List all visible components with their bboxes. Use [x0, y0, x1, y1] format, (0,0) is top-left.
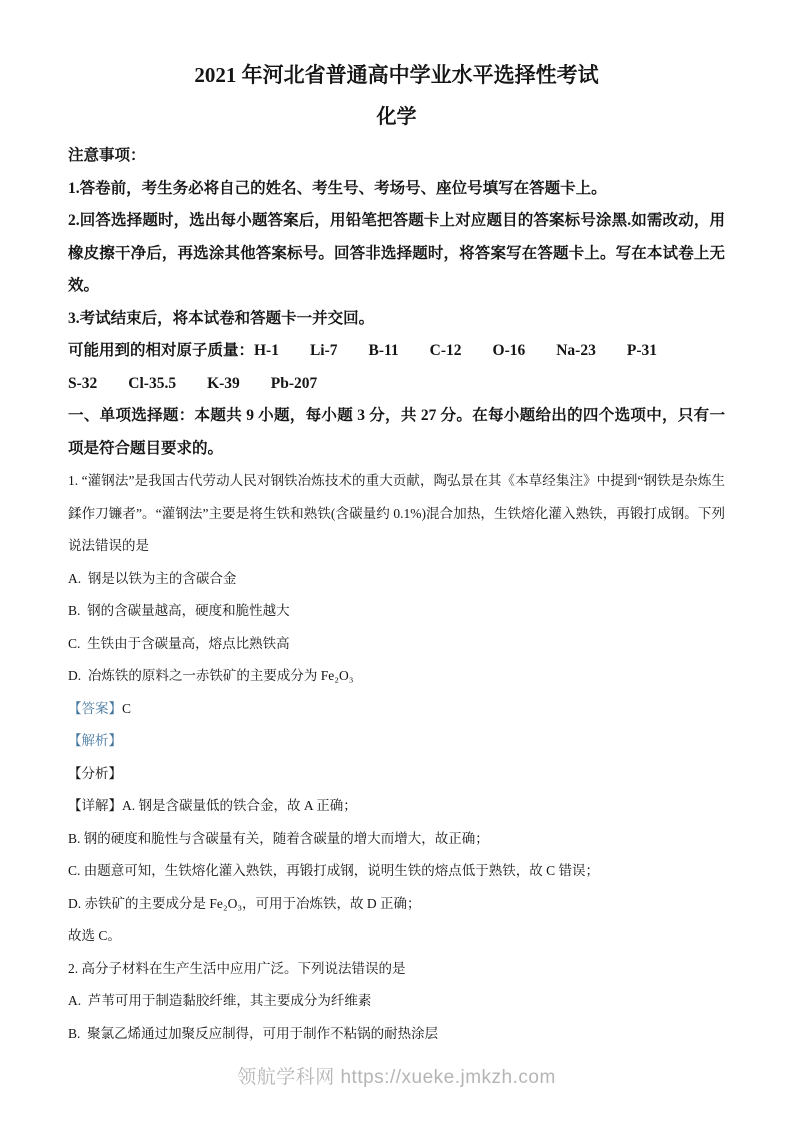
atomic-mass-line-1: 可能用到的相对原子质量：H-1 Li-7 B-11 C-12 O-16 Na-23 P-31 — [68, 342, 657, 359]
fenxi-line: 【分析】 — [68, 765, 122, 781]
answer-label: 【答案】 — [68, 700, 122, 716]
detail-line-b: B. 钢的硬度和脆性与含碳量有关，随着含碳量的增大而增大，故正确； — [68, 830, 489, 846]
question-1-option-b: B. 钢的含碳量越高，硬度和脆性越大 — [68, 603, 290, 618]
detail-line-d: D. 赤铁矿的主要成分是 Fe₂O₃，可用于冶炼铁，故 D 正确； — [68, 895, 421, 911]
notice-item-1: 1.答卷前，考生务必将自己的姓名、考生号、考场号、座位号填写在答题卡上。 — [68, 179, 607, 197]
detail-line-c: C. 由题意可知，生铁熔化灌入熟铁，再锻打成钢，说明生铁的熔点低于熟铁，故 C 错误； — [68, 863, 600, 878]
answer-line — [68, 693, 725, 726]
exam-subject: 化学 — [376, 106, 417, 128]
detail-line-a: 【详解】A. 钢是含碳量低的铁合金，故 A 正确； — [68, 798, 357, 813]
detail-conclusion: 故选 C。 — [68, 928, 121, 943]
question-2-stem: 2. 高分子材料在生产生活中应用广泛。下列说法错误的是 — [68, 960, 406, 976]
question-1-option-d: D. 冶炼铁的原料之一赤铁矿的主要成分为 Fe₂O₃ — [68, 668, 354, 683]
jiexi-label: 【解析】 — [68, 733, 122, 748]
answer-value: C — [122, 700, 132, 716]
jiexi-line — [68, 725, 725, 758]
notice-item-2: 2.回答选择题时，选出每小题答案后，用铅笔把答题卡上对应题目的答案标号涂黑.如需改动，用橡皮擦干净后，再选涂其他答案标号。回答非选择题时，将答案写在答题卡上。写在本试卷上无效。 — [68, 212, 725, 294]
question-1-stem: 1. “灌钢法”是我国古代劳动人民对钢铁冶炼技术的重大贡献，陶弘景在其《本草经集注》中提到“钢铁是杂炼生鍒作刀镰者”。“灌钢法”主要是将生铁和熟铁(含碳量约 0.1%)混合加热，生铁熔化灌入熟铁，再锻打成钢。下列说法错误的是 — [68, 473, 725, 553]
question-1-option-a: A. 钢是以铁为主的含碳合金 — [68, 570, 237, 586]
section-1-heading: 一、单项选择题：本题共 9 小题，每小题 3 分，共 27 分。在每小题给出的四个选项中，只有一项是符合题目要求的。 — [68, 407, 725, 457]
atomic-mass-line-2: S-32 Cl-35.5 K-39 Pb-207 — [68, 374, 318, 392]
question-2-option-b: B. 聚氯乙烯通过加聚反应制得，可用于制作不粘锅的耐热涂层 — [68, 1025, 439, 1041]
notice-item-3: 3.考试结束后，将本试卷和答题卡一并交回。 — [68, 309, 375, 327]
question-1-option-c: C. 生铁由于含碳量高，熔点比熟铁高 — [68, 635, 290, 651]
exam-title: 2021 年河北省普通高中学业水平选择性考试 — [194, 63, 599, 87]
question-2-option-a: A. 芦苇可用于制造黏胶纤维，其主要成分为纤维素 — [68, 993, 372, 1008]
site-watermark: 领航学科网 https://xueke.jmkzh.com — [237, 1067, 556, 1088]
notice-heading: 注意事项： — [68, 147, 146, 164]
